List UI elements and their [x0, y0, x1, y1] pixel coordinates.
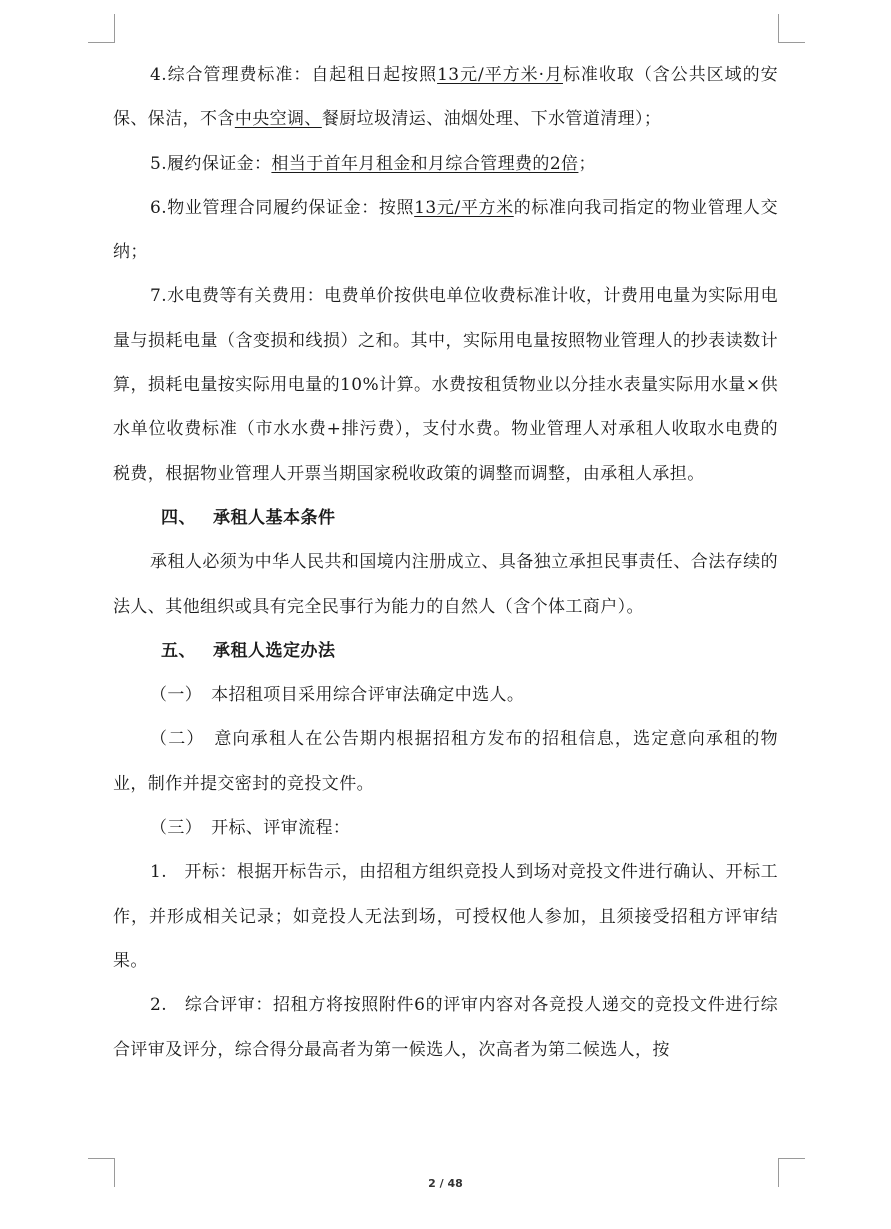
management-fee-rate: 13元/平方米·月: [437, 65, 563, 85]
paragraph-bid-opening: 1. 开标：根据开标告示，由招租方组织竞投人到场对竞投文件进行确认、开标工作，并形成相关记录；如竞投人无法到场，可授权他人参加，且须接受招租方评审结果。: [113, 862, 778, 971]
paragraph-opening-process: （三） 开标、评审流程：: [150, 818, 351, 839]
item4-after: 标准收取（含公共区域的安保、保洁，不含: [113, 65, 778, 130]
performance-deposit-value: 相当于首年月租金和月综合管理费的2倍: [271, 153, 579, 174]
item5-label: 5.履约保证金：: [150, 153, 272, 174]
paragraph-property-contract-deposit: [113, 186, 778, 275]
section-5-number: 五、: [161, 640, 196, 661]
document-body: [113, 53, 778, 1072]
item4-label: 4.综合管理费标准：: [150, 65, 312, 85]
paragraph-utilities: 7.水电费等有关费用：电费单价按供电单位收费标准计收，计费用电量为实际用电量与损耗电量（含变损和线损）之和。其中，实际用电量按照物业管理人的抄表读数计算，损耗电量按实际用电量的10%计算。水费按租赁物业以分挂水表量实际用水量×供水单位收费标准（市水水费+排污费），支付水费。物业管理人对承租人收取水电费的税费，根据物业管理人开票当期国家税收政策的调整而调整，由承租人承担。: [113, 286, 778, 484]
section-5-title: 承租人选定办法: [213, 640, 336, 661]
section-4-title: 承租人基本条件: [213, 507, 336, 528]
section-4-number: 四、: [161, 507, 196, 528]
paragraph-tenant-conditions: 承租人必须为中华人民共和国境内注册成立、具备独立承担民事责任、合法存续的法人、其他组织或具有完全民事行为能力的自然人（含个体工商户）。: [113, 552, 778, 617]
paragraph-bid-submission: （二） 意向承租人在公告期内根据招租方发布的招租信息，选定意向承租的物业，制作并提交密封的竞投文件。: [113, 729, 778, 794]
paragraph-management-fee: [113, 53, 778, 142]
item4-before: 自起租日起按照: [311, 65, 438, 85]
paragraph-selection-method: （一） 本招租项目采用综合评审法确定中选人。: [150, 685, 525, 706]
paragraph-comprehensive-review: 2. 综合评审：招租方将按照附件6的评审内容对各竞投人递交的竞投文件进行综合评审及评分，综合得分最高者为第一候选人，次高者为第二候选人，按: [113, 995, 778, 1060]
item6-label: 6.物业管理合同履约保证金：: [150, 197, 379, 218]
item6-tail: 的标准向我司指定的物业管理人交纳；: [113, 197, 779, 263]
item4-excluded-underlined: 中央空调、: [234, 109, 322, 130]
crop-mark-top-right: [778, 14, 805, 43]
page-number: 2 / 48: [428, 1177, 463, 1190]
item5-tail: ；: [578, 153, 596, 174]
item6-before: 按照: [378, 197, 415, 218]
item4-tail: 餐厨垃圾清运、油烟处理、下水管道清理）；: [321, 109, 662, 130]
crop-mark-top-left: [88, 14, 115, 43]
paragraph-performance-deposit: [113, 142, 778, 186]
section-heading-4: [113, 496, 778, 540]
section-heading-5: [113, 629, 778, 673]
property-deposit-rate: 13元/平方米: [414, 197, 514, 218]
